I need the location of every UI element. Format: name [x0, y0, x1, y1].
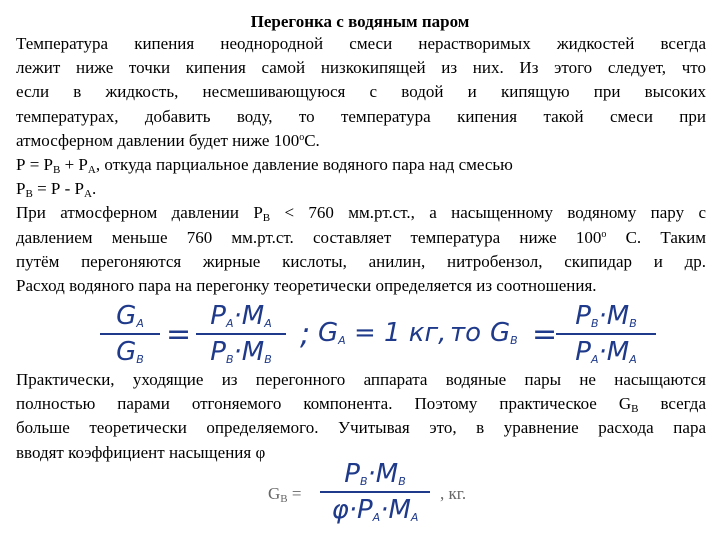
- then-word: то: [450, 318, 482, 348]
- text-line: давлением меньше 760 мм.рт.ст. составляет температура ниже $100^о$ С. Таким: [16, 227, 706, 247]
- text-line: температурах, добавить воду, то температура кипения такой смеси при: [16, 106, 706, 126]
- equals-sign: =: [166, 317, 192, 352]
- semicolon: ;: [300, 317, 311, 352]
- gb-lhs: $G_B$: [490, 318, 518, 348]
- gb-label: $G_В$ =: [268, 484, 302, 505]
- text-line: вводят коэффициент насыщения φ: [16, 442, 266, 462]
- fraction-pressure-molar: $P_A\cdot M_A$ $P_B\cdot M_B$: [196, 300, 286, 368]
- text-line: полностью парами отгоняемого компонента. Поэтому практическое $G_В$ всегда: [16, 394, 707, 416]
- text-line: атмосферном давлении будет ниже $100^оС$.: [16, 130, 320, 150]
- paragraph-intro: [16, 32, 706, 298]
- equals-sign: =: [532, 317, 558, 352]
- fraction-saturation: $P_B\cdot M_B$ $\varphi\cdot P_A\cdot M_A$: [320, 458, 430, 526]
- page-title: Перегонка с водяным паром: [250, 12, 470, 31]
- equation-partial-pressure: $Р_В = Р - Р_А$.: [16, 179, 97, 201]
- text-line: если в жидкость, несмешивающуюся с водой и кипящую при высоких: [16, 82, 706, 102]
- text-line: больше теоретически определяемого. Учитывая это, в уравнение расхода пара: [16, 418, 706, 438]
- unit-kg: , кг.: [440, 484, 467, 503]
- fraction-ga-gb: $G_A$ $G_B$: [100, 300, 160, 368]
- text-line: При атмосферном давлении $Р_В < 760$ мм.рт.ст., а насыщенному водяному пару с: [16, 203, 706, 225]
- fraction-gb-result: $P_B\cdot M_B$ $P_A\cdot M_A$: [556, 300, 656, 368]
- text-line: Расход водяного пара на перегонку теоретически определяется из соотношения.: [16, 275, 597, 295]
- text-line: Практически, уходящие из перегонного аппарата водяные пары не насыщаются: [16, 370, 706, 389]
- given-mass: $G_A = 1$ кг,: [318, 318, 447, 348]
- text-line: путём перегоняются жирные кислоты, анилин, нитробензол, скипидар и др.: [16, 251, 706, 271]
- paragraph-practical: [16, 368, 706, 465]
- equation-total-pressure: $Р = Р_В + Р_А$, откуда парциальное давление водяного пара над смесью: [16, 154, 513, 176]
- text-line: Температура кипения неоднородной смеси нерастворимых жидкостей всегда: [16, 34, 706, 53]
- text-line: лежит ниже точки кипения самой низкокипящей из них. Из этого следует, что: [16, 58, 706, 78]
